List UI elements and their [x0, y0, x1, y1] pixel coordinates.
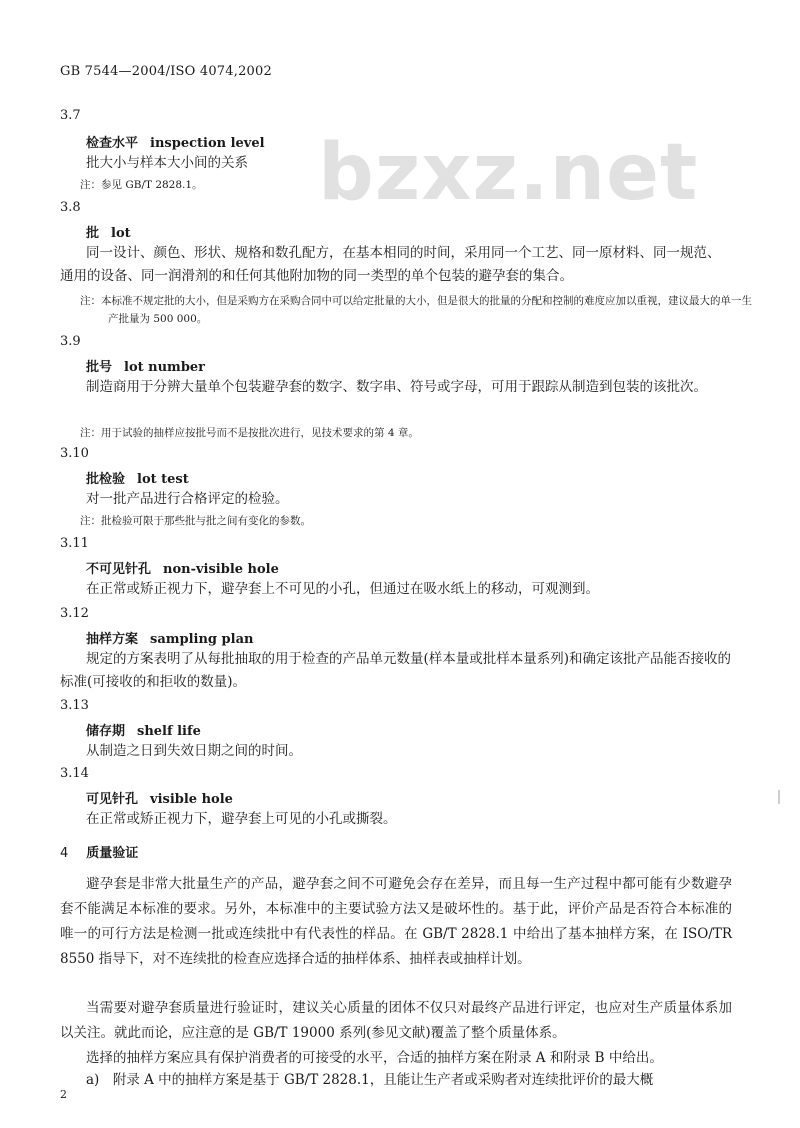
section-paragraph: 选择的抽样方案应具有保护消费者的可接受的水平，合适的抽样方案在附录 A 和附录 B 中给出。	[86, 1050, 663, 1066]
term-title: 批号 lot number	[86, 360, 206, 375]
term-title: 抽样方案 sampling plan	[86, 632, 254, 647]
term-title: 可见针孔 visible hole	[86, 792, 233, 807]
term-number: 3.11	[60, 536, 89, 551]
section-heading: 4 质量验证	[60, 846, 139, 861]
term-definition: 对一批产品进行合格评定的检验。	[86, 491, 289, 507]
term-note: 注：用于试验的抽样应按批号而不是按批次进行，见技术要求的第 4 章。	[80, 427, 419, 439]
term-number: 3.13	[60, 698, 89, 713]
term-title: 储存期 shelf life	[86, 724, 201, 739]
term-number: 3.14	[60, 766, 89, 781]
term-definition: 在正常或矫正视力下，避孕套上可见的小孔或撕裂。	[86, 811, 397, 827]
page-number: 2	[60, 1088, 67, 1101]
term-title: 批检验 lot test	[86, 472, 189, 487]
list-item: a) 附录 A 中的抽样方案是基于 GB/T 2828.1，且能让生产者或采购者对连续批评价的最大概	[86, 1072, 654, 1088]
section-paragraph: 当需要对避孕套质量进行验证时，建议关心质量的团体不仅只对最终产品进行评定，也应对生产质量体系加以关注。就此而论，应注意的是 GB/T 19000 系列(参见文献)覆盖了整个质量体系。	[60, 1000, 732, 1041]
term-number: 3.10	[60, 446, 89, 461]
term-note: 注：本标准不规定批的大小，但是采购方在采购合同中可以给定批量的大小，但是很大的批量的分配和控制的难度应加以重视，建议最大的单一生产批量为 500 000。	[80, 295, 752, 325]
term-number: 3.12	[60, 606, 89, 621]
term-title: 不可见针孔 non-visible hole	[86, 562, 279, 577]
term-number: 3.8	[60, 200, 81, 215]
term-definition: 规定的方案表明了从每批抽取的用于检查的产品单元数量(样本量或批样本量系列)和确定该批产品能否接收的标准(可接收的和拒收的数量)。	[60, 651, 732, 690]
term-title: 检查水平 inspection level	[86, 136, 265, 151]
watermark: bzxz.net	[318, 128, 699, 218]
standard-header: GB 7544—2004/ISO 4074,2002	[60, 64, 272, 79]
section-paragraph: 避孕套是非常大批量生产的产品，避孕套之间不可避免会存在差异，而且每一生产过程中都可能有少数避孕套不能满足本标准的要求。另外，本标准中的主要试验方法又是破坏性的。基于此，评价产品是否符合本标准的唯一的可行方法是检测一批或连续批中有代表性的样品。在 GB/T 2828.1 中给出了基本抽样方案，在 ISO/TR 8550 指导下，对不连续批的检查应选择合适的抽样体系、抽样表或抽样计划。	[60, 876, 732, 967]
scan-artifact	[778, 790, 780, 804]
term-definition: 从制造之日到失效日期之间的时间。	[86, 743, 302, 759]
term-number: 3.7	[60, 108, 81, 123]
term-note: 注：批检验可限于那些批与批之间有变化的参数。	[80, 515, 311, 527]
term-title: 批 lot	[86, 226, 131, 241]
term-definition: 制造商用于分辨大量单个包装避孕套的数字、数字串、符号或字母，可用于跟踪从制造到包装的该批次。	[86, 379, 707, 395]
term-definition: 同一设计、颜色、形状、规格和数孔配方，在基本相同的时间，采用同一个工艺、同一原材料、同一规范、通用的设备、同一润滑剂的和任何其他附加物的同一类型的单个包装的避孕套的集合。	[60, 245, 721, 284]
term-number: 3.9	[60, 334, 81, 349]
term-definition: 在正常或矫正视力下，避孕套上不可见的小孔，但通过在吸水纸上的移动，可观测到。	[86, 581, 599, 597]
term-definition: 批大小与样本大小间的关系	[86, 155, 248, 171]
term-note: 注：参见 GB/T 2828.1。	[80, 179, 203, 191]
